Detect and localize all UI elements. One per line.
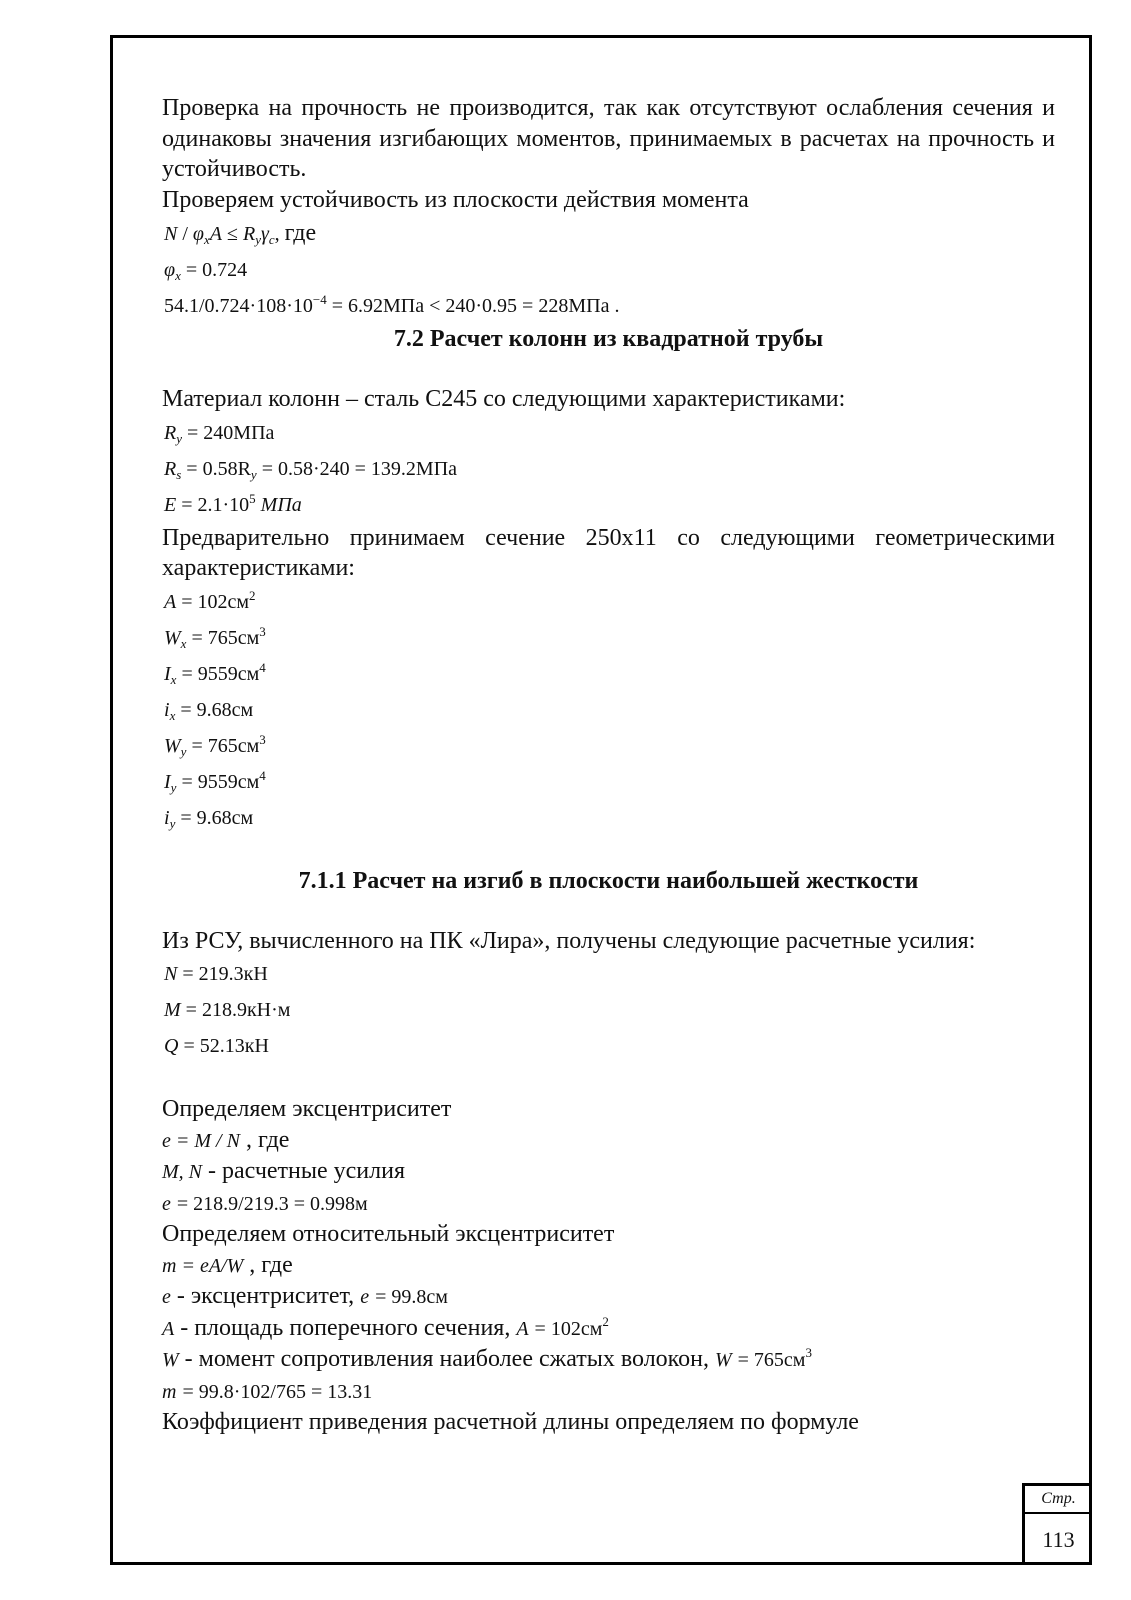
rs-value: 0.58R	[202, 457, 251, 480]
e-description: - эксцентриситет,	[176, 1283, 355, 1309]
where-label: где	[261, 1251, 293, 1278]
formula-m-calc: m = 99.8·102/765 = 13.31	[162, 1380, 373, 1403]
m-calc: 99.8·102/765 = 13.31	[198, 1380, 373, 1403]
paragraph-material: Материал колонн – сталь С245 со следующими характеристиками:	[162, 386, 846, 412]
formula-eccentricity-calc: e = 218.9/219.3 = 0.998м	[162, 1192, 368, 1215]
e-modulus-unit: МПа	[260, 493, 302, 516]
e-value: 99.8см	[391, 1286, 448, 1308]
paragraph-eccentricity: Определяем эксцентриситет	[162, 1096, 452, 1122]
formula-eccentricity-def: e = M / N , где	[162, 1126, 290, 1153]
e-modulus-exponent: 5	[249, 490, 256, 506]
e-modulus-base: 2.1·10	[197, 493, 250, 516]
iy-radius-value: 9.68см	[196, 806, 254, 829]
phi-x-value: 0.724	[202, 259, 248, 281]
check-calc: 54.1/0.724·108·10	[164, 295, 313, 317]
formula-w-description: W - момент сопротивления наиболее сжатых волокон, $W = 765см^3$	[162, 1345, 812, 1372]
wy-value: 765см	[207, 734, 260, 757]
formula-m: M = 218.9кН·м	[164, 999, 291, 1021]
paragraph-length-coefficient: Коэффициент приведения расчетной длины определяем по формуле	[162, 1409, 859, 1435]
a-value: 102см	[550, 1317, 603, 1340]
paragraph-forces: Из РСУ, вычисленного на ПК «Лира», получены следующие расчетные усилия:	[162, 927, 976, 954]
document-body	[162, 93, 1055, 1438]
formula-ix-radius: $i_x = 9.68см$	[164, 698, 254, 723]
paragraph-stability-check: Проверяем устойчивость из плоскости действия момента	[162, 186, 749, 213]
q-value: 52.13кН	[199, 1035, 269, 1057]
formula-q: Q = 52.13кН	[164, 1035, 269, 1057]
paragraph-strength-check: Проверка на прочность не производится, так как отсутствуют ослабления сечения и одинаковы значения изгибающих моментов, принимаемых в расчетах на прочность и устойчивость.	[162, 95, 1055, 182]
where-label: где	[257, 1126, 290, 1153]
section-heading-7-1-1: 7.1.1 Расчет на изгиб в плоскости наибольшей жесткости	[298, 867, 919, 894]
ix-radius-value: 9.68см	[196, 698, 254, 721]
eccentricity-calc: 218.9/219.3 = 0.998м	[193, 1192, 368, 1215]
paragraph-relative-eccentricity: Определяем относительный эксцентриситет	[162, 1221, 615, 1247]
formula-a-description: A - площадь поперечного сечения, $A = 102см^2$	[162, 1313, 609, 1341]
page-number-stamp	[1022, 1483, 1092, 1565]
ry-value: 240МПа	[203, 421, 275, 444]
formula-wy: $W_y = 765см^3$	[164, 731, 266, 759]
formula-phi-x: $\varphi_x = 0.724$	[164, 259, 248, 283]
iy-inertia-value: 9559см	[197, 770, 260, 793]
formula-e-description: e - эксцентриситет, e = 99.8см	[162, 1283, 448, 1309]
section-heading-7-2: 7.2 Расчет колонн из квадратной трубы	[393, 326, 824, 352]
formula-stability: $N / \varphi_xA \le R_y\gamma_c$, где	[164, 220, 317, 247]
ix-inertia-value: 9559см	[197, 662, 260, 685]
page-number: 113	[1042, 1527, 1075, 1552]
formula-wx: $W_x = 765см^3$	[164, 623, 266, 651]
where-label: где	[284, 220, 317, 246]
formula-rs: $R_s = 0.58R_y = 0.58\cdot 240 = 139.2МПа$	[164, 457, 458, 482]
w-value: 765см	[753, 1349, 806, 1371]
mn-description: - расчетные усилия	[208, 1158, 406, 1184]
formula-ry: $R_y = 240МПа$	[164, 421, 275, 446]
n-value: 219.3кН	[198, 963, 268, 985]
page-label: Стр.	[1025, 1486, 1092, 1514]
a-description: - площадь поперечного сечения,	[180, 1314, 511, 1341]
formula-relative-eccentricity-def: m = eA/W , где	[162, 1251, 293, 1278]
formula-e-modulus: $E = 2.1\cdot 10^5$ МПа	[164, 490, 302, 516]
w-description: - момент сопротивления наиболее сжатых волокон,	[184, 1346, 709, 1372]
formula-mn-description: M, N - расчетные усилия	[162, 1158, 406, 1184]
rs-calc: = 0.58·240 = 139.2МПа	[261, 457, 458, 480]
paragraph-section: Предварительно принимаем сечение 250х11 со следующими геометрическими характеристиками:	[162, 524, 1055, 581]
wx-value: 765см	[207, 626, 260, 649]
formula-iy-radius: $i_y = 9.68см$	[164, 806, 254, 831]
formula-check-calculation: $54.1/0.724\cdot 108\cdot 10^{-4} = 6.92МПа < 240\cdot 0.95 = 228МПа$ .	[164, 292, 620, 317]
check-result: = 6.92МПа < 240·0.95 = 228МПа	[331, 295, 610, 317]
formula-area: $A = 102см^2$	[164, 587, 256, 613]
formula-iy-inertia: $I_y = 9559см^4$	[164, 767, 266, 795]
check-exponent: −4	[312, 292, 327, 307]
m-value: 218.9кН·м	[201, 999, 291, 1021]
formula-n: N = 219.3кН	[164, 963, 268, 985]
formula-ix-inertia: $I_x = 9559см^4$	[164, 659, 266, 687]
area-value: 102см	[197, 590, 250, 613]
